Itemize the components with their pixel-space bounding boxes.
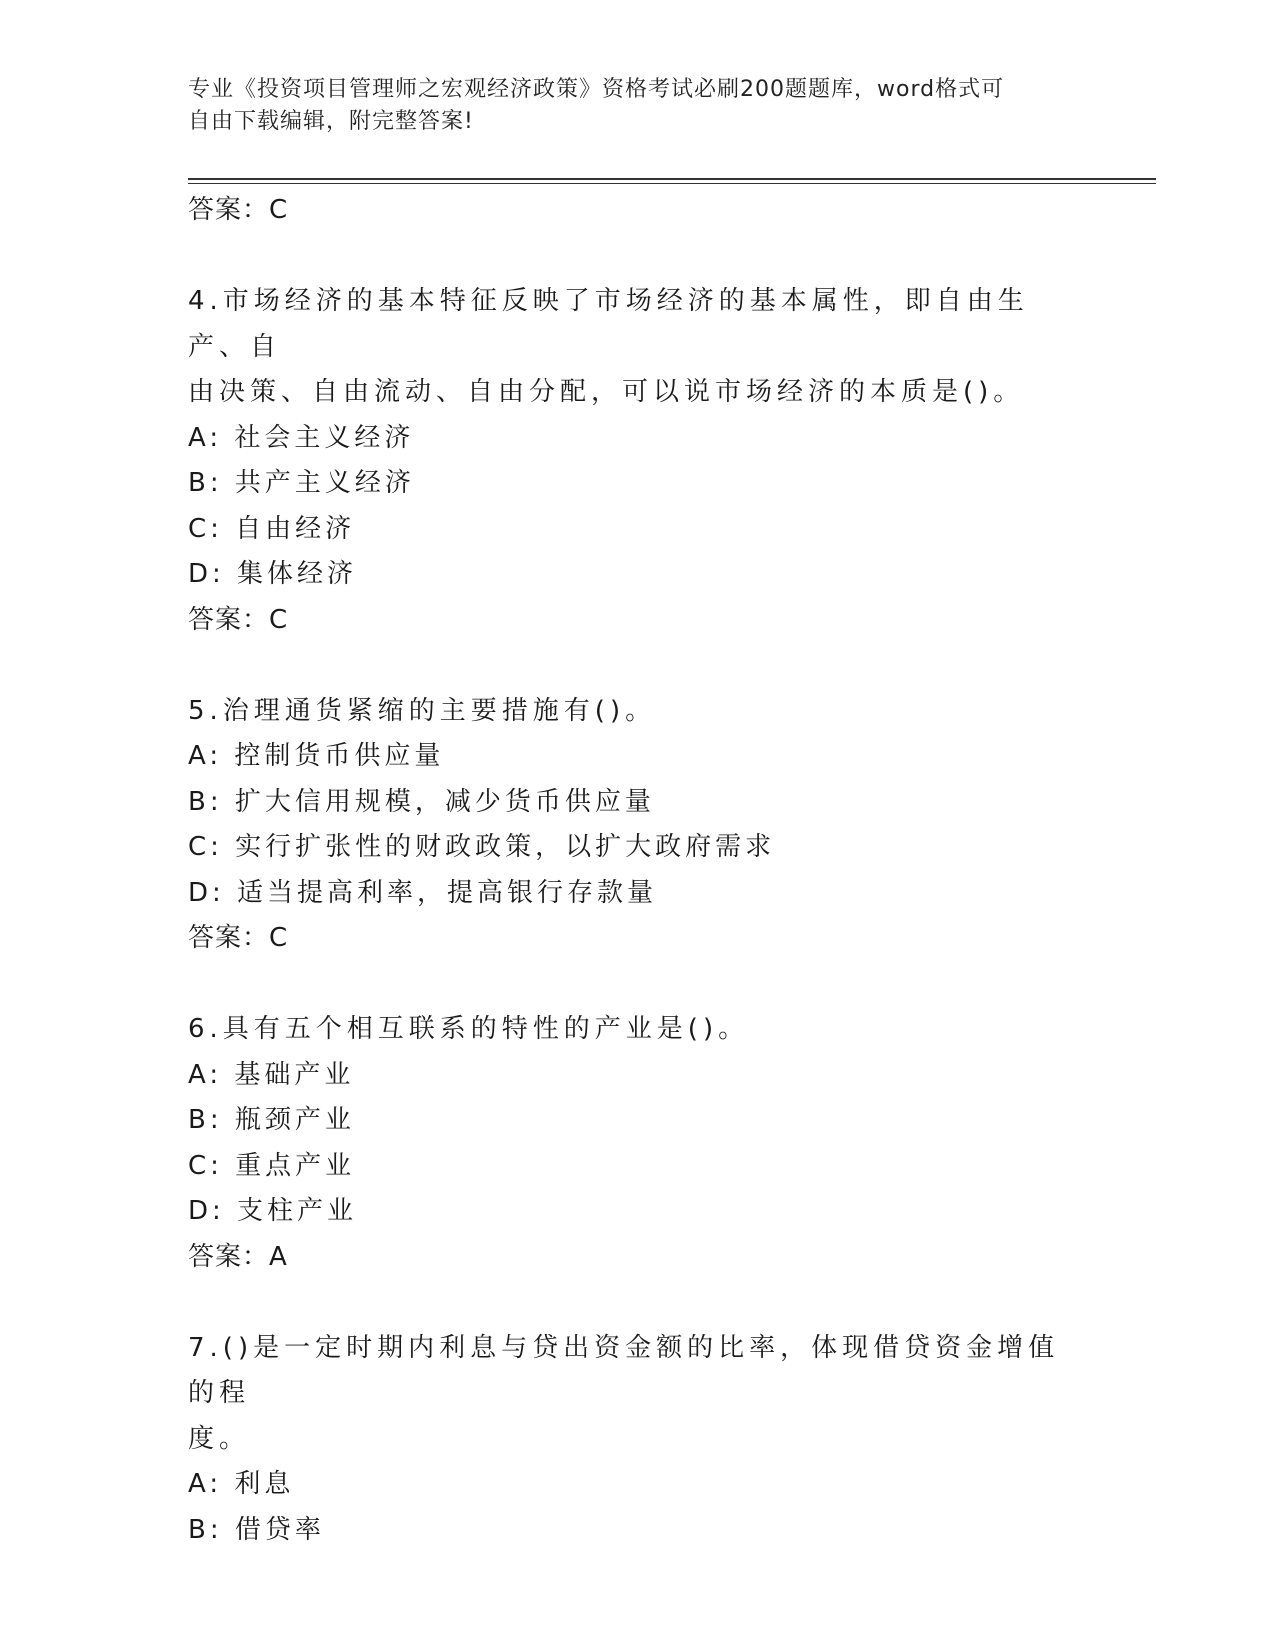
option-a: A: 控制货币供应量 [188, 741, 445, 771]
question-list [188, 188, 1088, 1553]
answer: 答案：C [188, 604, 289, 635]
header-line-2: 自由下载编辑，附完整答案! [188, 109, 474, 134]
page-header [188, 74, 1068, 138]
option-a: A: 基础产业 [188, 1059, 355, 1090]
question-4 [188, 279, 1088, 643]
question-stem: 7.()是一定时期内利息与贷出资金额的比率，体现借贷资金增值的程 [188, 1332, 1060, 1408]
option-c: C: 实行扩张性的财政政策，以扩大政府需求 [188, 832, 776, 862]
option-d: D: 集体经济 [188, 559, 358, 589]
header-line-1: 专业《投资项目管理师之宏观经济政策》资格考试必刷200题题库，word格式可 [188, 77, 1005, 102]
option-a: A: 利息 [188, 1469, 295, 1499]
option-c: C: 重点产业 [188, 1150, 356, 1181]
question-stem: 度。 [188, 1423, 251, 1454]
option-b: B: 瓶颈产业 [188, 1105, 355, 1135]
previous-answer: 答案：C [188, 195, 289, 225]
option-d: D: 支柱产业 [188, 1196, 358, 1226]
spacer [188, 962, 1088, 1008]
question-7 [188, 1326, 1088, 1554]
answer: 答案：C [188, 923, 289, 953]
option-b: B: 共产主义经济 [188, 468, 415, 498]
option-a: A: 社会主义经济 [188, 422, 415, 453]
question-stem: 5.治理通货紧缩的主要措施有()。 [188, 695, 657, 726]
question-5 [188, 689, 1088, 962]
question-stem: 6.具有五个相互联系的特性的产业是()。 [188, 1014, 750, 1044]
option-b: B: 扩大信用规模，减少货币供应量 [188, 786, 655, 817]
spacer [188, 643, 1088, 689]
question-stem: 由决策、自由流动、自由分配，可以说市场经济的本质是()。 [188, 377, 1025, 407]
header-rule-thin [188, 183, 1156, 184]
option-d: D: 适当提高利率，提高银行存款量 [188, 877, 658, 908]
spacer [188, 234, 1088, 280]
header-rule-thick [188, 178, 1156, 180]
option-c: C: 自由经济 [188, 513, 356, 544]
question-stem: 4.市场经济的基本特征反映了市场经济的基本属性，即自由生产、自 [188, 286, 1029, 362]
answer: 答案：A [188, 1241, 288, 1272]
option-b: B: 借贷率 [188, 1514, 325, 1545]
spacer [188, 1280, 1088, 1326]
question-6 [188, 1007, 1088, 1280]
